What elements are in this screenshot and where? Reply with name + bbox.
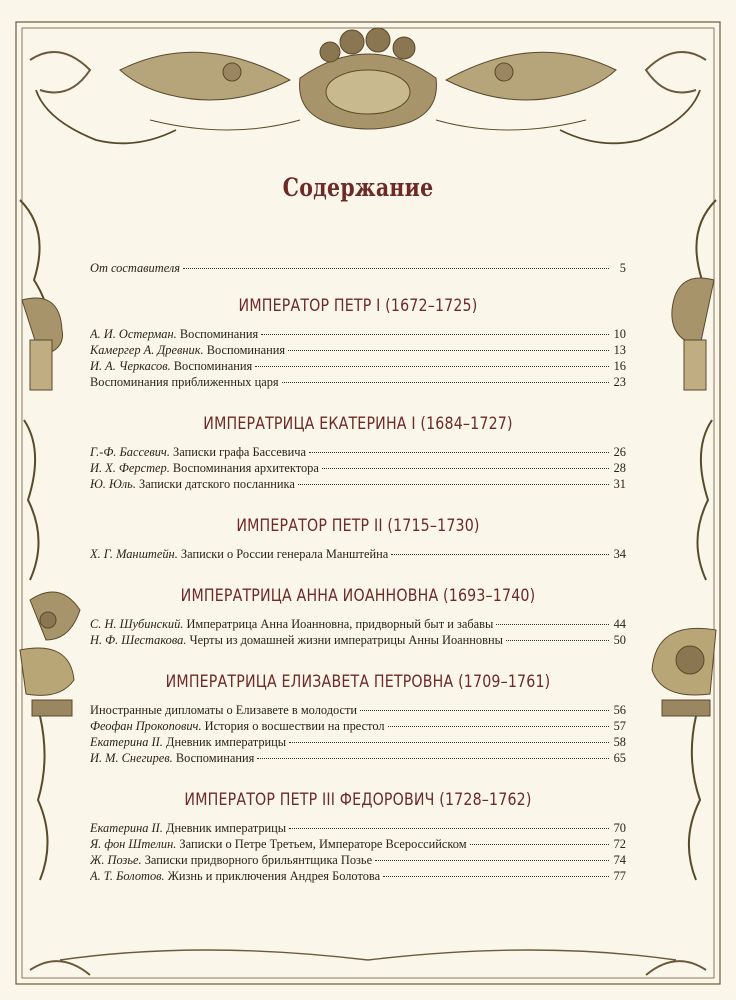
toc-page-number: 74: [613, 853, 626, 867]
toc-entry-title: От составителя: [90, 261, 181, 275]
toc-entry[interactable]: [90, 460, 626, 476]
leader-dots: [255, 362, 609, 367]
toc-page-number: 23: [613, 375, 626, 389]
left-side-ornament: [20, 200, 80, 880]
leader-dots: [282, 378, 609, 383]
toc-entry[interactable]: [90, 836, 626, 852]
toc-sections: [90, 294, 626, 884]
section-heading: ИМПЕРАТРИЦА ЕЛИЗАВЕТА ПЕТРОВНА (1709–1761): [165, 672, 551, 691]
entry-work-title: Императрица Анна Иоанновна, придворный быт и забавы: [183, 617, 494, 631]
toc-entry-title: [90, 358, 252, 374]
toc-entry[interactable]: [90, 702, 626, 718]
toc-entry-title: [90, 326, 258, 342]
leader-dots: [289, 824, 609, 829]
leader-dots: [322, 464, 609, 469]
toc-entry-title: [90, 750, 254, 766]
top-cartouche-ornament: [36, 28, 700, 143]
toc-entry[interactable]: [90, 616, 626, 632]
leader-dots: [391, 550, 609, 555]
toc-entry[interactable]: [90, 852, 626, 868]
table-of-contents: [90, 170, 626, 906]
entry-author: И. Х. Ферстер.: [90, 461, 170, 475]
toc-entry-title: [90, 632, 503, 648]
entry-author: Х. Г. Манштейн.: [90, 547, 178, 561]
entry-author: Н. Ф. Шестакова.: [90, 633, 187, 647]
section-heading: ИМПЕРАТРИЦА АННА ИОАННОВНА (1693–1740): [180, 586, 536, 605]
entry-author: Екатерина II.: [90, 735, 163, 749]
entry-work-title: Воспоминания: [203, 343, 286, 357]
leader-dots: [261, 330, 609, 335]
section-heading: ИМПЕРАТОР ПЕТР III ФЕДОРОВИЧ (1728–1762): [184, 790, 532, 809]
entry-author: Екатерина II.: [90, 821, 163, 835]
toc-entry-title: [90, 852, 372, 868]
toc-entry-intro[interactable]: [90, 260, 626, 276]
toc-entry[interactable]: [90, 750, 626, 766]
entry-work-title: Жизнь и приключения Андрея Болотова: [164, 869, 381, 883]
toc-entry-title: [90, 342, 285, 358]
entry-author: Феофан Прокопович.: [90, 719, 202, 733]
entry-work-title: Записки о России генерала Манштейна: [177, 547, 389, 561]
toc-page-number: 13: [613, 343, 626, 357]
entry-work-title: Записки о Петре Третьем, Императоре Всероссийском: [176, 837, 467, 851]
toc-entry[interactable]: [90, 358, 626, 374]
toc-entry-title: [90, 734, 286, 750]
leader-dots: [360, 706, 609, 711]
entry-work-title: Дневник императрицы: [162, 735, 287, 749]
entry-author: А. И. Остерман.: [90, 327, 177, 341]
entry-work-title: Черты из домашней жизни императрицы Анны Иоанновны: [186, 633, 503, 647]
leader-dots: [257, 754, 609, 759]
entry-work-title: История о восшествии на престол: [201, 719, 385, 733]
leader-dots: [375, 856, 609, 861]
toc-section: [90, 514, 626, 562]
toc-page-number: 77: [613, 869, 626, 883]
toc-entry[interactable]: [90, 342, 626, 358]
toc-page-number: 65: [613, 751, 626, 765]
toc-entry[interactable]: [90, 326, 626, 342]
entry-work-title: Иностранные дипломаты о Елизавете в молодости: [90, 703, 358, 717]
entry-work-title: Дневник императрицы: [162, 821, 287, 835]
entry-author: И. М. Снегирев.: [90, 751, 173, 765]
entry-work-title: Воспоминания приближенных царя: [90, 375, 279, 389]
toc-section: [90, 584, 626, 648]
entry-author: С. Н. Шубинский.: [90, 617, 184, 631]
entry-work-title: Записки графа Бассевича: [169, 445, 306, 459]
toc-page-number: 58: [613, 735, 626, 749]
toc-page-number: 16: [613, 359, 626, 373]
toc-page-number: 28: [613, 461, 626, 475]
toc-entry-title: [90, 444, 306, 460]
toc-entry-title: [90, 820, 286, 836]
toc-page-number: 34: [613, 547, 626, 561]
toc-entry-title: [90, 460, 319, 476]
toc-entry[interactable]: [90, 718, 626, 734]
toc-entry[interactable]: [90, 632, 626, 648]
leader-dots: [506, 636, 609, 641]
entry-work-title: Воспоминания: [172, 751, 255, 765]
entry-author: Ж. Позье.: [90, 853, 142, 867]
toc-section: [90, 294, 626, 390]
section-heading: ИМПЕРАТОР ПЕТР I (1672–1725): [238, 296, 478, 315]
toc-entry[interactable]: [90, 868, 626, 884]
toc-entry-title: [90, 702, 357, 718]
toc-page-number: 10: [613, 327, 626, 341]
entry-work-title: Записки датского посланника: [135, 477, 295, 491]
leader-dots: [470, 840, 609, 845]
leader-dots: [309, 448, 609, 453]
entry-author: А. Т. Болотов.: [90, 869, 165, 883]
leader-dots: [183, 264, 609, 269]
toc-page-number: 70: [613, 821, 626, 835]
toc-entry-title: [90, 546, 388, 562]
entry-author: Ю. Юль.: [90, 477, 136, 491]
toc-entry[interactable]: [90, 374, 626, 390]
entry-work-title: Воспоминания: [170, 359, 253, 373]
toc-section: [90, 670, 626, 766]
toc-page-number: 50: [613, 633, 626, 647]
toc-entry[interactable]: [90, 546, 626, 562]
toc-page-number: 44: [613, 617, 626, 631]
section-heading: ИМПЕРАТРИЦА ЕКАТЕРИНА I (1684–1727): [203, 414, 513, 433]
leader-dots: [288, 346, 609, 351]
leader-dots: [289, 738, 609, 743]
entry-work-title: Записки придворного брильянтщика Позье: [141, 853, 373, 867]
toc-entry-title: [90, 718, 385, 734]
leader-dots: [298, 480, 609, 485]
toc-page-number: 26: [613, 445, 626, 459]
entry-author: И. А. Черкасов.: [90, 359, 171, 373]
toc-page-number: 31: [613, 477, 626, 491]
toc-entry-title: [90, 616, 493, 632]
entry-work-title: Воспоминания: [176, 327, 259, 341]
toc-entry-title: [90, 374, 279, 390]
toc-entry[interactable]: [90, 476, 626, 492]
leader-dots: [496, 620, 609, 625]
section-heading: ИМПЕРАТОР ПЕТР II (1715–1730): [236, 516, 480, 535]
right-side-ornament: [652, 200, 716, 880]
toc-page-number: 57: [613, 719, 626, 733]
toc-entry-title: [90, 476, 295, 492]
entry-author: Г.-Ф. Бассевич.: [90, 445, 170, 459]
toc-section: [90, 412, 626, 492]
toc-entry-title: [90, 868, 380, 884]
toc-entry[interactable]: [90, 820, 626, 836]
entry-author: Я. фон Штелин.: [90, 837, 177, 851]
toc-page-number: 5: [619, 261, 626, 275]
leader-dots: [388, 722, 609, 727]
toc-page-number: 72: [613, 837, 626, 851]
leader-dots: [383, 872, 609, 877]
toc-entry[interactable]: [90, 734, 626, 750]
toc-entry-title: [90, 836, 467, 852]
toc-entry[interactable]: [90, 444, 626, 460]
toc-page-number: 56: [613, 703, 626, 717]
page-title: Содержание: [282, 173, 434, 202]
entry-work-title: Воспоминания архитектора: [169, 461, 319, 475]
toc-section: [90, 788, 626, 884]
entry-author: Камергер А. Древник.: [90, 343, 204, 357]
